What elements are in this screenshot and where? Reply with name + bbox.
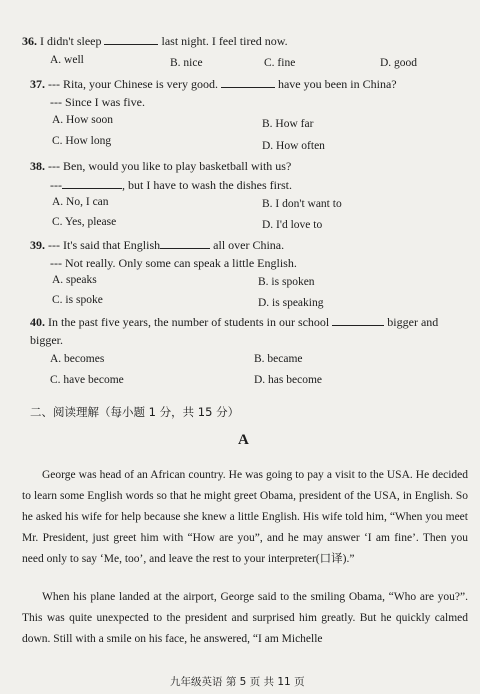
question-37-stem	[30, 77, 397, 92]
option-b: B. I don't want to	[262, 198, 342, 210]
option-d: D. good	[380, 57, 418, 69]
question-36-stem	[22, 34, 288, 49]
answer-blank	[332, 315, 384, 326]
stem-text: --- Rita, your Chinese is very good.	[48, 77, 218, 91]
option-b: B. How far	[262, 118, 314, 130]
stem-text: --- It's said that English	[48, 238, 161, 252]
option-c: C. How long	[52, 135, 112, 147]
stem-text: ---	[50, 178, 62, 192]
question-40-continuation: bigger.	[30, 333, 63, 347]
question-38-reply	[50, 178, 292, 193]
option-a: A. How soon	[52, 114, 114, 126]
option-a: A. becomes	[50, 353, 105, 365]
stem-text: bigger and	[387, 315, 439, 329]
option-d: D. has become	[254, 374, 323, 386]
section-heading: 二、阅读理解（每小题 1 分，共 15 分）	[30, 405, 240, 419]
stem-text: In the past five years, the number of students in our school	[48, 315, 330, 329]
passage-paragraph-2: When his plane landed at the airport, George said to the smiling Obama, “Who are you?”. This was quite unexpected to the president and surprised him greatly. But he quickly calmed down. Still with a smile on his face, he answered, “I am Michelle	[22, 591, 468, 645]
option-c: C. Yes, please	[52, 216, 117, 228]
option-d: D. I'd love to	[262, 219, 323, 231]
question-40-stem	[30, 315, 438, 330]
question-number: 39.	[30, 238, 45, 252]
question-39-reply: --- Not really. Only some can speak a little English.	[50, 256, 297, 270]
option-d: D. is speaking	[258, 297, 324, 309]
stem-text: have you been in China?	[277, 77, 397, 91]
stem-text: --- Ben, would you like to play basketball with us?	[48, 159, 292, 173]
answer-blank	[221, 77, 275, 88]
page-footer: 九年级英语 第 5 页 共 11 页	[170, 676, 305, 688]
passage-paragraph-1: George was head of an African country. He was going to pay a visit to the USA. He decided to learn some English words so that he might greet Obama, president of the USA, in English. So he asked his wife for help because she knew a little English. His wife told him, “When you meet Mr. President, just greet him with “How are you”, and he may answer ‘I am fine’. Then you need only to say ‘Me, too’, and leave the rest to your interpreter(口译).”	[22, 469, 468, 565]
option-a: A. well	[50, 54, 84, 66]
option-c: C. fine	[264, 57, 296, 69]
question-39-stem	[30, 238, 284, 253]
question-number: 37.	[30, 77, 45, 91]
stem-text: , but I have to wash the dishes first.	[122, 178, 292, 192]
question-38-stem	[30, 159, 291, 174]
option-d: D. How often	[262, 140, 325, 152]
stem-text: last night. I feel tired now.	[161, 34, 288, 48]
passage-title: A	[238, 432, 249, 448]
stem-text: I didn't sleep	[40, 34, 102, 48]
question-number: 40.	[30, 315, 45, 329]
option-a: A. No, I can	[52, 196, 109, 208]
question-number: 38.	[30, 159, 45, 173]
option-b: B. is spoken	[258, 276, 315, 288]
stem-text: all over China.	[213, 238, 285, 252]
answer-blank	[160, 238, 210, 249]
option-a: A. speaks	[52, 274, 97, 286]
option-c: C. is spoke	[52, 294, 103, 306]
question-number: 36.	[22, 34, 37, 48]
option-c: C. have become	[50, 374, 124, 386]
option-b: B. nice	[170, 57, 203, 69]
option-b: B. became	[254, 353, 303, 365]
answer-blank	[104, 34, 158, 45]
question-37-reply: --- Since I was five.	[50, 95, 145, 109]
answer-blank	[62, 178, 122, 189]
